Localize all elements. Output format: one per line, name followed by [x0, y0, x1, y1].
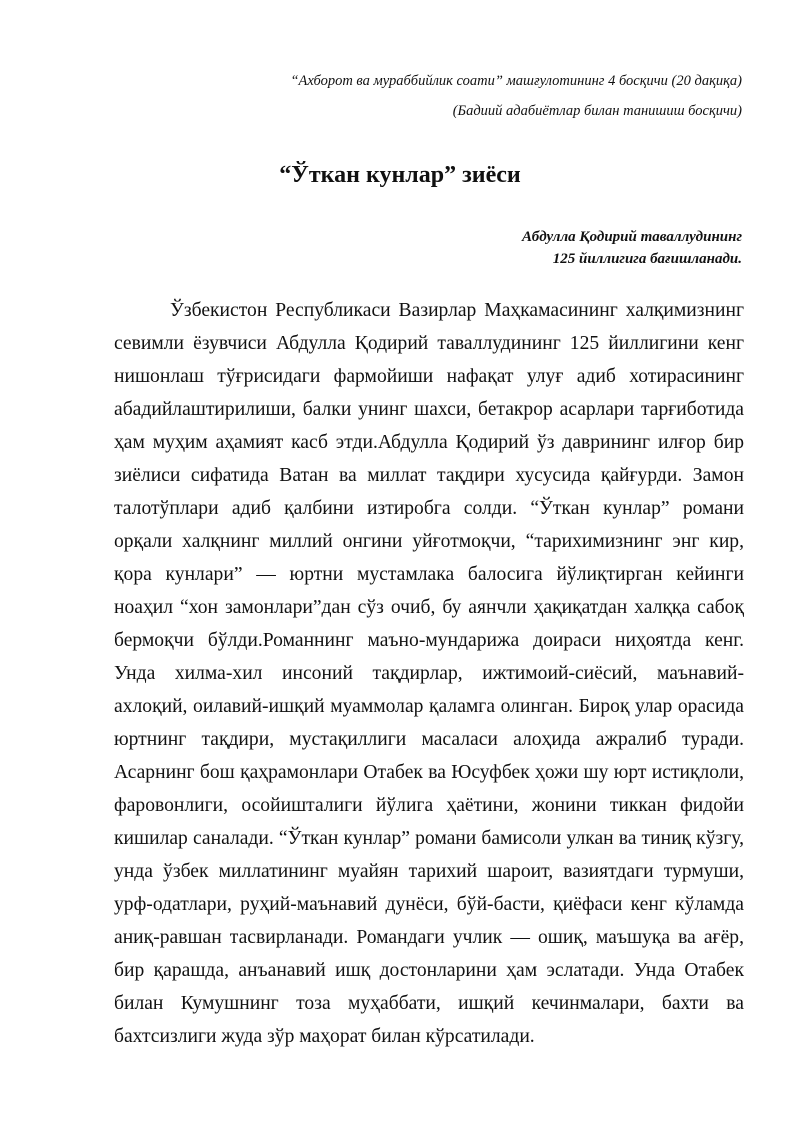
header-line-1: “Ахборот ва мураббийлик соати” машғулотининг 4 босқичи (20 дақиқа) — [290, 73, 742, 89]
header-line-2: (Бадиий адабиётлар билан танишиш босқичи) — [452, 103, 742, 119]
dedication-line-1: Абдулла Қодирий таваллудининг — [522, 229, 742, 245]
body-paragraph: Ўзбекистон Республикаси Вазирлар Маҳкамасининг халқимизнинг севимли ёзувчиси Абдулла Қодирий таваллудининг 125 йиллигини кенг нишонлаш тўғрисидаги фармойиши нафақат улуғ адиб хотирасининг абадийлаштирилиши, балки унинг шахси, бетакрор асарлари тарғиботида ҳам муҳим аҳамият касб этди.Абдулла Қодирий ўз даврининг илғор бир зиёлиси сифатида Ватан ва миллат тақдири хусусида қайғурди. Замон талотўплари адиб қалбини изтиробга солди. “Ўткан кунлар” романи орқали халқнинг миллий онгини уйғотмоқчи, “тарихимизнинг энг кир, қора кунлари” — юртни мустамлака балосига йўлиқтирган кейинги ноаҳил “хон замонлари”дан сўз очиб, бу аянчли ҳақиқатдан халққа сабоқ бермоқчи бўлди.Романнинг маъно-мундарижа доираси ниҳоятда кенг. Унда хилма-хил инсоний тақдирлар, ижтимоий-сиёсий, маънавий-ахлоқий, оилавий-ишқий муаммолар қаламга олинган. Бироқ улар орасида юртнинг тақдири, мустақиллиги масаласи алоҳида ажралиб туради. Асарнинг бош қаҳрамонлари Отабек ва Юсуфбек ҳожи шу юрт истиқлоли, фаровонлиги, осойишталиги йўлига ҳаётини, жонини тиккан фидойи кишилар саналади. “Ўткан кунлар” романи бамисоли улкан ва тиниқ кўзгу, унда ўзбек миллатининг муайян тарихий шароит, вазиятдаги турмуши, урф-одатлари, руҳий-маънавий дунёси, бўй-басти, қиёфаси кенг кўламда аниқ-равшан тасвирланади. Романдаги учлик — ошиқ, маъшуқа ва ағёр, бир қарашда, анъанавий ишқ достонларини ҳам эслатади. Унда Отабек билан Кумушнинг тоза муҳаббати, ишқий кечинмалари, бахти ва бахтсизлиги жуда зўр маҳорат билан кўрсатилади. — [114, 300, 744, 1047]
dedication-line-2: 125 йиллигига бағишланади. — [552, 251, 742, 267]
document-title: “Ўткан кунлар” зиёси — [279, 162, 521, 188]
